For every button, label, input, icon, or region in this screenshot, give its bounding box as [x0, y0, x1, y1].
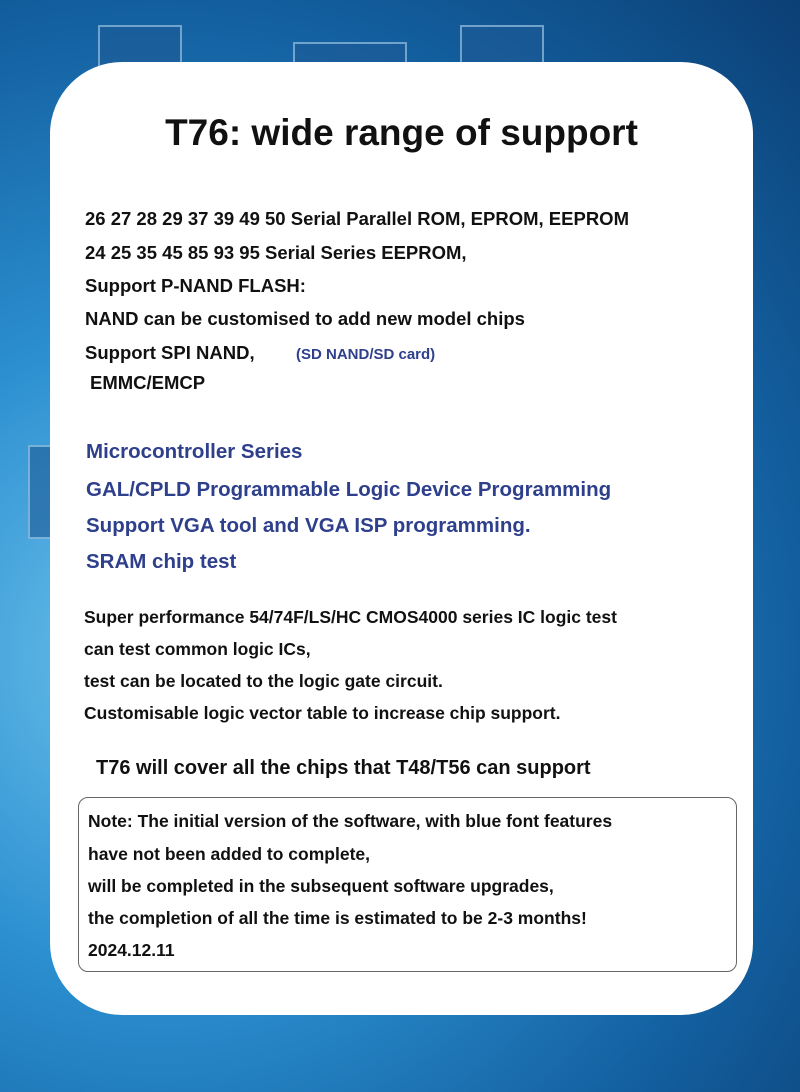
page-title: T76: wide range of support	[165, 112, 638, 153]
logic-line: test can be located to the logic gate circuit.	[84, 671, 443, 691]
blue-feature: GAL/CPLD Programmable Logic Device Programming	[86, 478, 612, 501]
note-line: have not been added to complete,	[88, 844, 370, 864]
memory-line: 26 27 28 29 37 39 49 50 Serial Parallel ROM, EPROM, EEPROM	[85, 208, 629, 229]
logic-line: Customisable logic vector table to increase chip support.	[84, 703, 561, 723]
note-line: will be completed in the subsequent software upgrades,	[88, 876, 554, 896]
memory-line: NAND can be customised to add new model chips	[85, 308, 525, 329]
blue-feature: Microcontroller Series	[86, 440, 303, 463]
spi-nand-note: (SD NAND/SD card)	[296, 346, 436, 363]
note-line: Note: The initial version of the software, with blue font features	[88, 811, 613, 831]
note-line: the completion of all the time is estimated to be 2-3 months!	[88, 908, 587, 928]
note-date: 2024.12.11	[88, 940, 175, 960]
memory-line: EMMC/EMCP	[90, 372, 206, 393]
memory-line: Support P-NAND FLASH:	[85, 275, 306, 296]
memory-line: 24 25 35 45 85 93 95 Serial Series EEPROM,	[85, 242, 467, 263]
blue-feature: Support VGA tool and VGA ISP programming.	[86, 514, 531, 537]
coverage-statement: T76 will cover all the chips that T48/T56 can support	[96, 757, 591, 779]
logic-line: Super performance 54/74F/LS/HC CMOS4000 series IC logic test	[84, 607, 617, 627]
logic-line: can test common logic ICs,	[84, 639, 311, 659]
blue-feature: SRAM chip test	[86, 550, 237, 573]
memory-line: Support SPI NAND,	[85, 342, 255, 363]
